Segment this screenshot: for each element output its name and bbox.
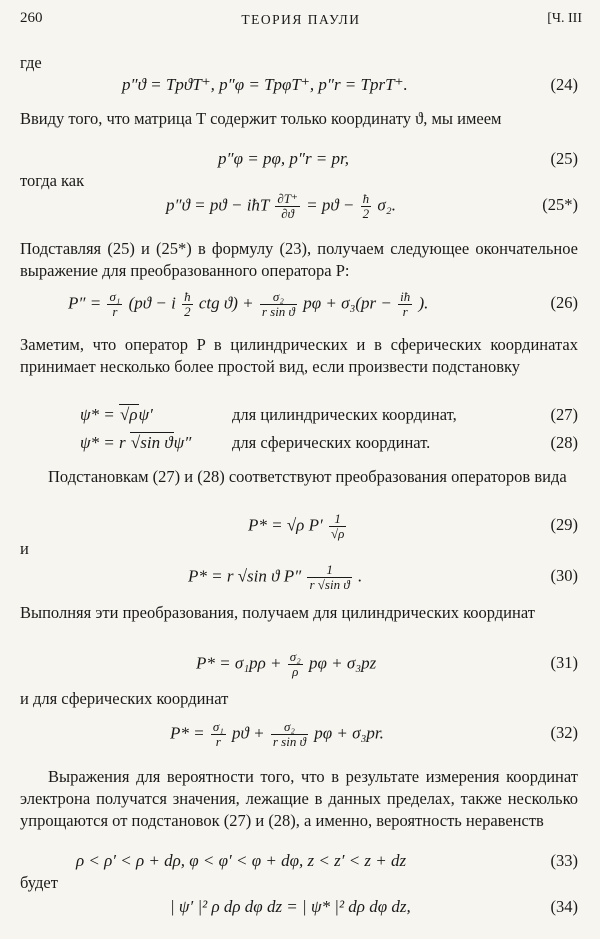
numerator: σ₂ bbox=[260, 290, 297, 305]
denominator: r bbox=[215, 734, 221, 749]
numerator: 1 bbox=[307, 563, 351, 578]
paragraph: Ввиду того, что матрица T содержит только координату ϑ, мы имеем bbox=[20, 109, 502, 128]
equation-number: (29) bbox=[550, 515, 578, 534]
formula-part: P* = √ρ P′ bbox=[248, 515, 323, 535]
fraction bbox=[288, 650, 303, 679]
formula-part: . bbox=[357, 566, 363, 586]
formula bbox=[248, 512, 348, 541]
paragraph: Заметим, что оператор P в цилиндрических и в сферических координатах принимает несколько более простой вид, если произвести подстановку bbox=[20, 335, 578, 376]
equation-32 bbox=[20, 720, 578, 750]
paragraph: Подставляя (25) и (25*) в формулу (23), получаем следующее окончательное выражение для преобразованного оператора P: bbox=[20, 239, 578, 280]
formula bbox=[188, 563, 362, 592]
equation-number: (33) bbox=[550, 851, 578, 870]
equation-number: (27) bbox=[550, 405, 578, 424]
formula-part: ψ″ bbox=[173, 433, 192, 452]
equation-31 bbox=[20, 650, 578, 680]
running-header bbox=[20, 10, 582, 32]
fraction bbox=[211, 720, 226, 749]
formula-part: ψ′ bbox=[138, 405, 153, 424]
fraction bbox=[329, 512, 346, 541]
equation-34 bbox=[20, 894, 578, 924]
condition-label: для сферических координат. bbox=[232, 433, 431, 452]
fraction bbox=[275, 192, 300, 221]
fraction bbox=[260, 290, 297, 319]
formula-part: P* = bbox=[170, 723, 205, 743]
equation-number: (32) bbox=[550, 723, 578, 742]
numerator: ħ bbox=[362, 191, 370, 206]
denominator: r sin ϑ bbox=[261, 304, 295, 319]
equation-number: (26) bbox=[550, 293, 578, 312]
formula bbox=[80, 430, 191, 456]
equation-number: (34) bbox=[550, 897, 578, 916]
equation-number: (25) bbox=[550, 149, 578, 168]
formula bbox=[196, 650, 376, 679]
numerator: ∂T⁺ bbox=[277, 191, 298, 206]
formula-part: P″ = bbox=[68, 293, 102, 313]
numerator: 1 bbox=[329, 512, 346, 527]
formula-part: ψ* = bbox=[80, 405, 120, 424]
denominator: ∂ϑ bbox=[281, 206, 294, 221]
numerator: σ₁ bbox=[109, 289, 121, 304]
square-root: √sin ϑ bbox=[130, 433, 173, 452]
formula: p″φ = pφ, p″r = pr, bbox=[218, 149, 350, 168]
square-root: √ρ bbox=[120, 405, 138, 424]
chapter-label: [Ч. III bbox=[547, 11, 582, 26]
denominator: r sin ϑ bbox=[272, 734, 306, 749]
formula-part: P* = r √sin ϑ P″ bbox=[188, 566, 302, 586]
formula-part: pφ + σ₃pr. bbox=[314, 723, 384, 743]
equation-number: (28) bbox=[550, 433, 578, 452]
denominator: 2 bbox=[362, 206, 370, 221]
page-number: 260 bbox=[20, 10, 43, 26]
equation-24 bbox=[20, 72, 578, 102]
text-will-be: будет bbox=[20, 873, 58, 892]
formula-part: pφ + σ₃pz bbox=[308, 653, 377, 673]
equation-25-star bbox=[20, 192, 578, 222]
numerator: iħ bbox=[400, 289, 411, 304]
equation-30 bbox=[20, 563, 578, 593]
fraction bbox=[398, 290, 412, 319]
formula-part: ). bbox=[418, 293, 429, 313]
text-and-for-spherical: и для сферических координат bbox=[20, 689, 229, 708]
text-where: где bbox=[20, 53, 42, 72]
denominator: r bbox=[402, 304, 408, 319]
fraction bbox=[107, 290, 122, 319]
formula bbox=[80, 402, 153, 428]
fraction bbox=[271, 720, 308, 749]
denominator: r √sin ϑ bbox=[309, 577, 350, 592]
formula-part: pϑ + bbox=[232, 723, 265, 743]
denominator: √ρ bbox=[330, 526, 345, 541]
text-whereas: тогда как bbox=[20, 171, 85, 190]
denominator: r bbox=[112, 304, 118, 319]
fraction bbox=[307, 563, 351, 592]
formula-part: σ₂. bbox=[377, 195, 396, 215]
denominator: 2 bbox=[184, 304, 191, 319]
paragraph: Подстановкам (27) и (28) соответствуют преобразования операторов вида bbox=[48, 467, 567, 486]
equation-number: (30) bbox=[550, 566, 578, 585]
paragraph: Выражения для вероятности того, что в результате измерения координат электрона получатся значения, лежащие в данных пределах, также несколько упрощаются от подстановок (27) и (28), а именно, вероятность неравенств bbox=[20, 767, 578, 830]
denominator: ρ bbox=[292, 664, 299, 679]
equation-28 bbox=[20, 430, 578, 460]
formula: | ψ′ |² ρ dρ dφ dz = | ψ* |² dρ dφ dz, bbox=[170, 897, 411, 916]
fraction bbox=[361, 192, 372, 221]
formula-part: ψ* = r bbox=[80, 433, 130, 452]
running-title: ТЕОРИЯ ПАУЛИ bbox=[241, 12, 361, 27]
numerator: σ₂ bbox=[271, 720, 308, 735]
numerator: σ₁ bbox=[212, 719, 224, 734]
formula-part: p″ϑ = pϑ − iħT bbox=[166, 195, 270, 215]
paragraph: Выполняя эти преобразования, получаем для цилиндрических координат bbox=[20, 603, 535, 622]
equation-number: (25*) bbox=[542, 195, 578, 214]
numerator: ħ bbox=[184, 289, 191, 304]
equation-27 bbox=[20, 402, 578, 432]
formula: ρ < ρ′ < ρ + dρ, φ < φ′ < φ + dφ, z < z′ < z + dz bbox=[76, 851, 407, 870]
formula-part: (pϑ − i bbox=[128, 293, 176, 313]
fraction bbox=[182, 290, 193, 319]
formula-part: P* = σ₁pρ + bbox=[196, 653, 282, 673]
formula bbox=[170, 720, 384, 749]
equation-26 bbox=[20, 290, 578, 320]
equation-number: (24) bbox=[550, 75, 578, 94]
numerator: σ₂ bbox=[289, 649, 301, 664]
formula-part: = pϑ − bbox=[306, 195, 355, 215]
formula-part: pφ + σ₃(pr − bbox=[303, 293, 392, 313]
formula bbox=[68, 290, 428, 319]
equation-number: (31) bbox=[550, 653, 578, 672]
formula-part: ctg ϑ) + bbox=[198, 293, 254, 313]
condition-label: для цилиндрических координат, bbox=[232, 405, 457, 424]
formula bbox=[166, 192, 396, 221]
text-and: и bbox=[20, 539, 29, 558]
formula: p″ϑ = TpϑT⁺, p″φ = TpφT⁺, p″r = TprT⁺. bbox=[122, 75, 408, 94]
